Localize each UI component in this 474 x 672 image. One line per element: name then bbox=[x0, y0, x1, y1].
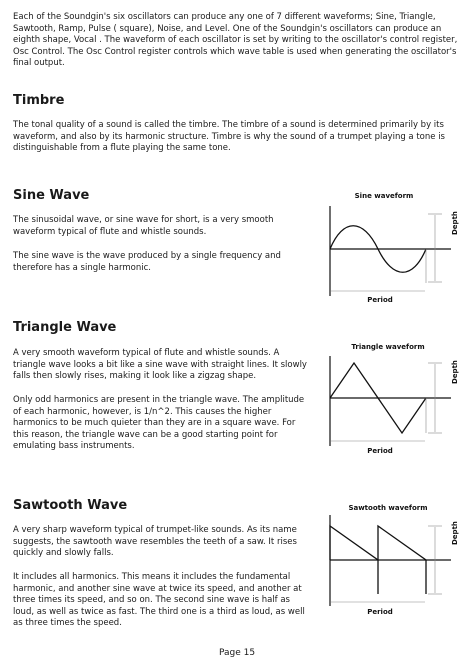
sawtooth-paragraph-2: It includes all harmonics. This means it includes the fundamental harmonic, and another sine wave at twice its speed, and another at three times its speed, and so on. The second sine wave is half as loud, as well as twice as fast. The third one is a third as loud, as well as three times the speed. bbox=[13, 572, 305, 628]
sine-paragraph-2: The sine wave is the wave produced by a single frequency and therefore has a single harmonic. bbox=[13, 251, 281, 273]
timbre-heading: Timbre bbox=[13, 93, 65, 108]
triangle-waveform-figure bbox=[318, 341, 458, 461]
sawtooth-depth-label: Depth bbox=[451, 521, 459, 545]
sawtooth-heading: Sawtooth Wave bbox=[13, 498, 128, 513]
sine-period-label: Period bbox=[367, 296, 393, 304]
sawtooth-paragraph-1: A very sharp waveform typical of trumpet-like sounds. As its name suggests, the sawtooth wave resembles the teeth of a saw. It rises quickly and slowly falls. bbox=[13, 525, 297, 558]
sine-paragraph-1: The sinusoidal wave, or sine wave for short, is a very smooth waveform typical of flute and whistle sounds. bbox=[13, 215, 274, 237]
sine-figure-title: Sine waveform bbox=[354, 192, 414, 200]
triangle-heading: Triangle Wave bbox=[13, 320, 117, 335]
triangle-paragraph-2: Only odd harmonics are present in the triangle wave. The amplitude of each harmonic, however, is 1/n^2. This causes the higher harmonics to be much quieter than they are in a square wave. For this reason, the triangle wave can be a good starting point for emulating bass instruments. bbox=[13, 395, 305, 451]
triangle-paragraph-1: A very smooth waveform typical of flute and whistle sounds. A triangle wave looks a bit like a sine wave with straight lines. It slowly falls then slowly rises, making it look like a zigzag shape. bbox=[13, 348, 307, 381]
sawtooth-period-label: Period bbox=[367, 608, 393, 616]
page-number: Page 15 bbox=[218, 648, 256, 658]
sine-depth-label: Depth bbox=[451, 211, 459, 235]
triangle-period-label: Period bbox=[367, 447, 393, 455]
sine-heading: Sine Wave bbox=[13, 188, 90, 203]
triangle-depth-label: Depth bbox=[451, 360, 459, 384]
timbre-paragraph: The tonal quality of a sound is called the timbre. The timbre of a sound is determined primarily by its waveform, and also by its harmonic structure. Timbre is why the sound of a trumpet playing a tone is distinguishable from a flute playing the same tone. bbox=[13, 120, 445, 153]
sine-waveform-figure bbox=[318, 188, 458, 308]
intro-paragraph: Each of the Soundgin's six oscillators can produce any one of 7 different waveforms; Sine, Triangle, Sawtooth, Ramp, Pulse ( square), Noise, and Level. One of the Soundgin's oscillators can produce an eighth shape, Vocal . The waveform of each oscillator is set by writing to the oscillator's control register, Osc Control. The Osc Control register controls which wave table is used when generating the oscillator's final output. bbox=[13, 12, 458, 68]
sawtooth-figure-title: Sawtooth waveform bbox=[348, 504, 428, 512]
sawtooth-waveform-figure bbox=[318, 500, 458, 620]
triangle-figure-title: Triangle waveform bbox=[351, 343, 425, 351]
